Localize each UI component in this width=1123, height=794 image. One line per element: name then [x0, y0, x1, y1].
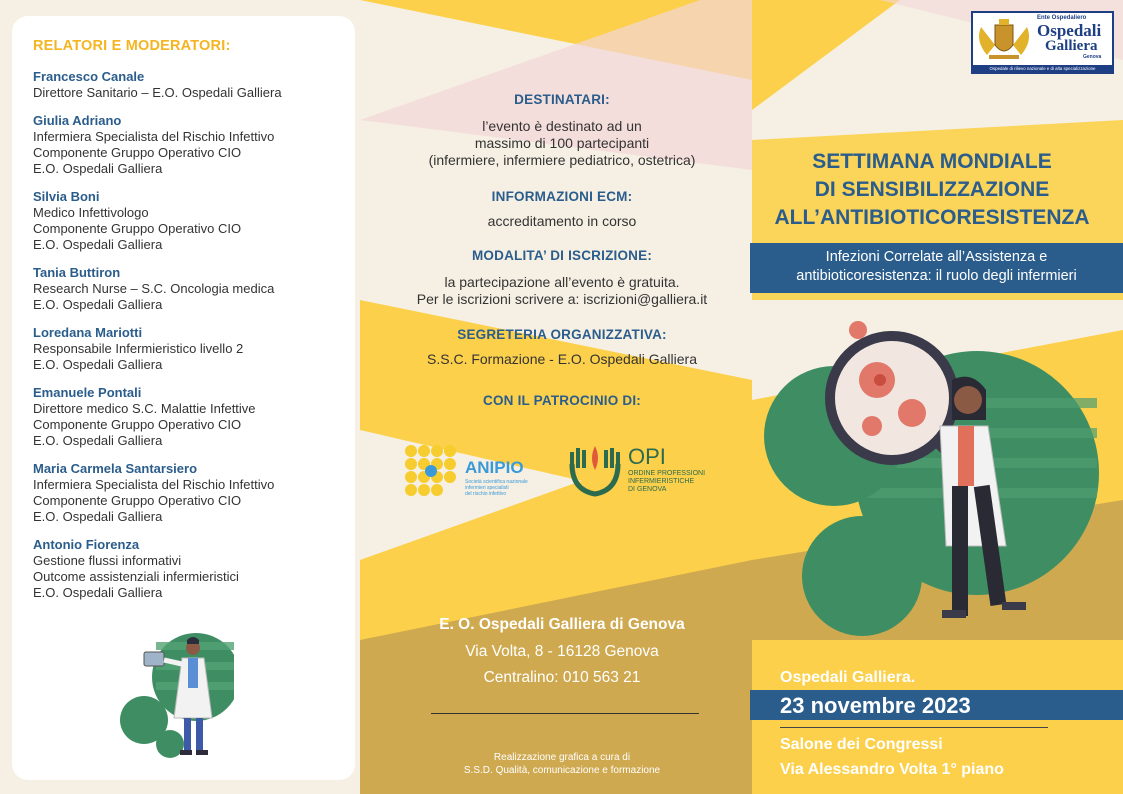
opi-name: OPI — [628, 444, 666, 469]
ecm-text: accreditamento in corso — [487, 213, 637, 229]
event-organizer: Ospedali Galliera. — [780, 669, 916, 686]
recipients-text — [372, 118, 752, 169]
anipio-dots-icon — [404, 444, 458, 498]
address-org: E. O. Ospedali Galliera di Genova — [439, 616, 685, 633]
speaker-item — [33, 385, 335, 449]
event-title-line: ALL’ANTIBIOTICORESISTENZA — [774, 206, 1090, 229]
speaker-role: Responsabile Infermieristico livello 2 — [33, 341, 244, 356]
speaker-name: Loredana Mariotti — [33, 325, 143, 340]
patronage-heading: CON IL PATROCINIO DI: — [483, 393, 641, 408]
galliera-name-1: Ospedali — [1037, 21, 1102, 40]
speaker-role: Medico Infettivologo — [33, 205, 149, 220]
venue-line-2: Via Alessandro Volta 1° piano — [780, 761, 1004, 778]
credits-line-2: S.S.D. Qualità, comunicazione e formazione — [463, 765, 661, 776]
recipients-line: (infermiere, infermiere pediatrico, ostetrica) — [428, 152, 696, 168]
doctor-illustration — [104, 622, 234, 762]
event-date: 23 novembre 2023 — [780, 693, 971, 718]
recipients-heading: DESTINATARI: — [514, 92, 610, 107]
recipients-line: l’evento è destinato ad un — [482, 118, 642, 134]
secretariat-text: S.S.C. Formazione - E.O. Ospedali Galliera — [427, 351, 697, 367]
speaker-role: E.O. Ospedali Galliera — [33, 297, 163, 312]
speaker-name: Tania Buttiron — [33, 265, 121, 280]
galliera-bottom-bar: Ospedale di rilievo nazionale e di alta specializzazione — [973, 65, 1112, 72]
ecm-heading: INFORMAZIONI ECM: — [491, 189, 633, 204]
opi-logo — [566, 440, 716, 500]
venue-line-1: Salone dei Congressi — [780, 736, 943, 753]
speaker-name: Antonio Fiorenza — [33, 537, 140, 552]
address-divider — [431, 713, 699, 714]
speaker-name: Giulia Adriano — [33, 113, 122, 128]
speaker-item — [33, 113, 335, 177]
speaker-role: Infermiera Specialista del Rischio Infettivo — [33, 129, 275, 144]
speaker-item — [33, 325, 335, 373]
speaker-role: Direttore medico S.C. Malattie Infettive — [33, 401, 256, 416]
anipio-tagline-line: infermieri specialisti — [465, 485, 509, 491]
speaker-role: Gestione flussi informativi — [33, 553, 182, 568]
anipio-tagline — [465, 479, 528, 497]
speaker-name: Francesco Canale — [33, 69, 145, 84]
galliera-city: Genova — [1083, 54, 1102, 60]
speaker-role: Componente Gruppo Operativo CIO — [33, 493, 242, 508]
anipio-logo — [404, 442, 544, 500]
date-divider — [780, 727, 1048, 728]
speaker-role: Research Nurse – S.C. Oncologia medica — [33, 281, 275, 296]
speaker-role: Direttore Sanitario – E.O. Ospedali Galliera — [33, 85, 282, 100]
opi-tagline-line: ORDINE PROFESSIONI — [628, 470, 706, 477]
event-title-line: SETTIMANA MONDIALE — [812, 150, 1052, 173]
speaker-name: Emanuele Pontali — [33, 385, 142, 400]
speaker-item — [33, 537, 335, 601]
researcher-illustration — [762, 318, 1102, 648]
speaker-role: E.O. Ospedali Galliera — [33, 237, 163, 252]
opi-tagline — [628, 470, 705, 494]
registration-line: la partecipazione all’evento è gratuita. — [444, 274, 680, 290]
speaker-item — [33, 265, 335, 313]
opi-tagline-line: INFERMIERISTICHE — [628, 478, 695, 485]
opi-hands-icon — [566, 440, 624, 498]
galliera-logo — [971, 11, 1114, 74]
speaker-role: E.O. Ospedali Galliera — [33, 161, 163, 176]
anipio-name: ANIPIO — [465, 458, 524, 477]
anipio-tagline-line: Società scientifica nazionale — [465, 479, 528, 485]
speaker-role: Componente Gruppo Operativo CIO — [33, 221, 242, 236]
speaker-role: Componente Gruppo Operativo CIO — [33, 417, 242, 432]
event-subtitle — [750, 243, 1123, 293]
speaker-item — [33, 69, 335, 101]
secretariat-heading: SEGRETERIA ORGANIZZATIVA: — [457, 327, 667, 342]
registration-text — [372, 274, 752, 308]
event-title-line: DI SENSIBILIZZAZIONE — [814, 178, 1050, 201]
event-subtitle-line: Infezioni Correlate all’Assistenza e — [825, 249, 1048, 265]
speaker-role: Infermiera Specialista del Rischio Infettivo — [33, 477, 275, 492]
speaker-role: Componente Gruppo Operativo CIO — [33, 145, 242, 160]
speaker-name: Maria Carmela Santarsiero — [33, 461, 198, 476]
credits-line-1: Realizzazione grafica a cura di — [493, 752, 631, 763]
speakers-heading: RELATORI E MODERATORI: — [33, 38, 231, 54]
galliera-top-text: Ente Ospedaliero — [1037, 15, 1087, 21]
registration-heading: MODALITA’ DI ISCRIZIONE: — [471, 248, 653, 263]
address-phone: Centralino: 010 563 21 — [483, 669, 641, 686]
speaker-item — [33, 189, 335, 253]
speaker-role: Outcome assistenziali infermieristici — [33, 569, 239, 584]
speaker-role: E.O. Ospedali Galliera — [33, 585, 163, 600]
speaker-role: E.O. Ospedali Galliera — [33, 357, 163, 372]
event-title — [752, 148, 1112, 232]
anipio-tagline-line: del rischio infettivo — [465, 491, 507, 497]
event-subtitle-line: antibioticoresistenza: il ruolo degli infermieri — [796, 268, 1077, 284]
speaker-name: Silvia Boni — [33, 189, 100, 204]
speaker-role: E.O. Ospedali Galliera — [33, 509, 163, 524]
speaker-role: E.O. Ospedali Galliera — [33, 433, 163, 448]
galliera-crest-icon — [975, 17, 1033, 63]
address-street: Via Volta, 8 - 16128 Genova — [465, 643, 659, 660]
galliera-name-2: Galliera — [1045, 38, 1098, 54]
speaker-item — [33, 461, 335, 525]
registration-line: Per le iscrizioni scrivere a: iscrizioni@galliera.it — [416, 291, 708, 307]
opi-tagline-line: DI GENOVA — [628, 486, 667, 493]
recipients-line: massimo di 100 partecipanti — [474, 135, 650, 151]
